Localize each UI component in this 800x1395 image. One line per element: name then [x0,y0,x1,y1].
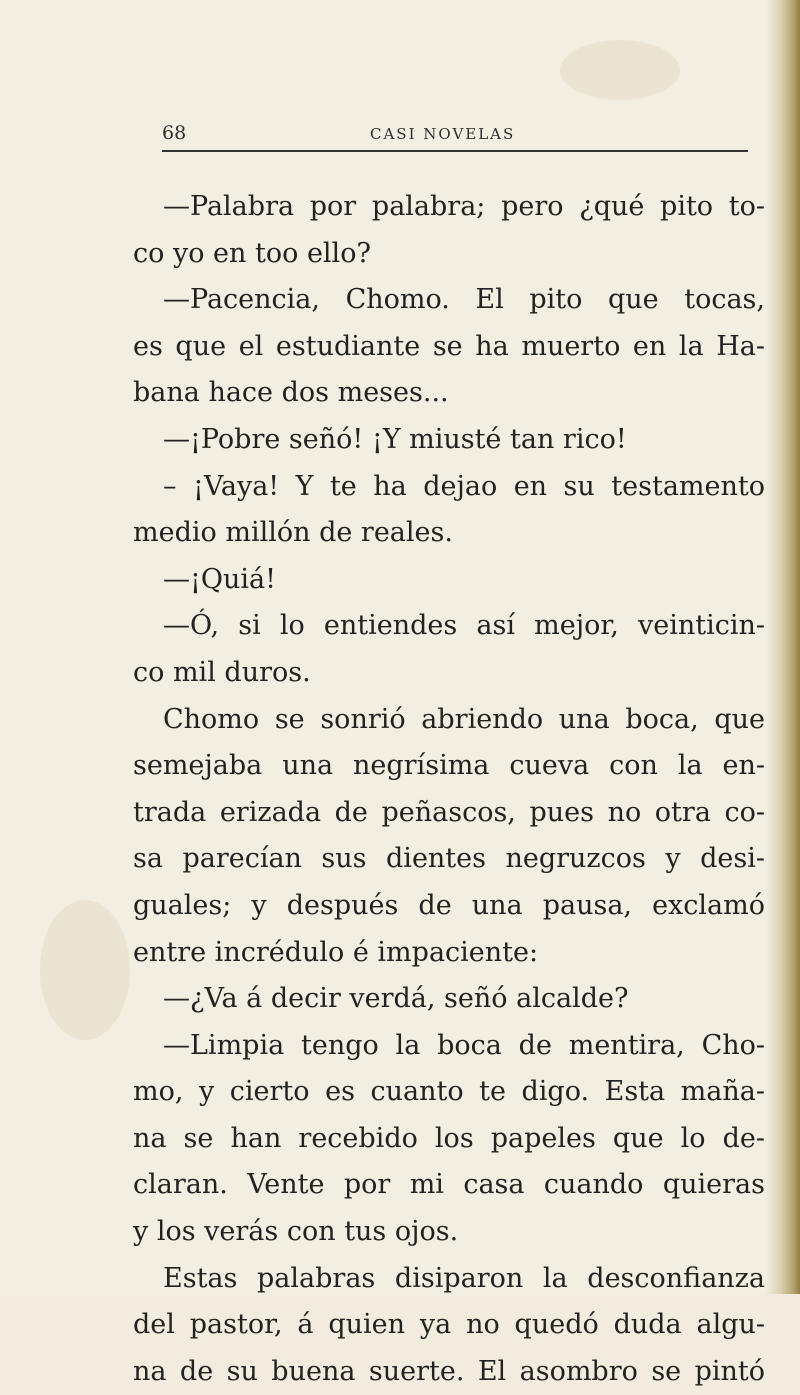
text-line: na se han recebido los papeles que lo de- [133,1122,765,1154]
text-line: Estas palabras disiparon la desconfianza [163,1262,765,1294]
text-line: Chomo se sonrió abriendo una boca, que [163,703,765,735]
page-number: 68 [162,122,187,144]
text-line: del pastor, á quien ya no quedó duda algu- [133,1309,765,1341]
text-line: claran. Vente por mi casa cuando quieras [133,1169,765,1201]
text-line: trada erizada de peñascos, pues no otra co- [133,796,765,828]
running-title: CASI NOVELAS [370,125,516,143]
paper-stain [560,40,680,100]
text-line: —Limpia tengo la boca de mentira, Cho- [163,1029,765,1061]
header-rule [162,150,748,152]
text-line: sa parecían sus dientes negruzcos y desi- [133,843,765,875]
body-text [133,184,765,1395]
text-line: —¿Va á decir verdá, señó alcalde? [163,983,629,1015]
text-line: mo, y cierto es cuanto te digo. Esta maña- [133,1076,765,1108]
text-line: entre incrédulo é impaciente: [133,936,539,968]
page-edge-shadow [766,0,800,1294]
text-line: y los verás con tus ojos. [133,1216,459,1248]
page-header [162,122,747,150]
text-line: guales; y después de una pausa, exclamó [133,889,765,921]
text-line: —Pacencia, Chomo. El pito que tocas, [163,284,765,316]
paper-stain [40,900,130,1040]
text-line: co yo en too ello? [133,237,371,269]
text-line: —Ó, si lo entiendes así mejor, veinticin- [163,610,765,642]
text-line: es que el estudiante se ha muerto en la Ha- [133,330,765,362]
text-line: —¡Quiá! [163,563,276,595]
text-line: na de su buena suerte. El asombro se pintó [133,1355,765,1387]
text-line: – ¡Vaya! Y te ha dejao en su testamento [163,470,765,502]
text-line: bana hace dos meses... [133,377,449,409]
text-line: —¡Pobre señó! ¡Y miusté tan rico! [163,423,627,455]
text-line: —Palabra por palabra; pero ¿qué pito to- [163,191,765,222]
text-line: semejaba una negrísima cueva con la en- [133,750,765,782]
text-line: medio millón de reales. [133,517,453,549]
text-line: co mil duros. [133,656,311,688]
